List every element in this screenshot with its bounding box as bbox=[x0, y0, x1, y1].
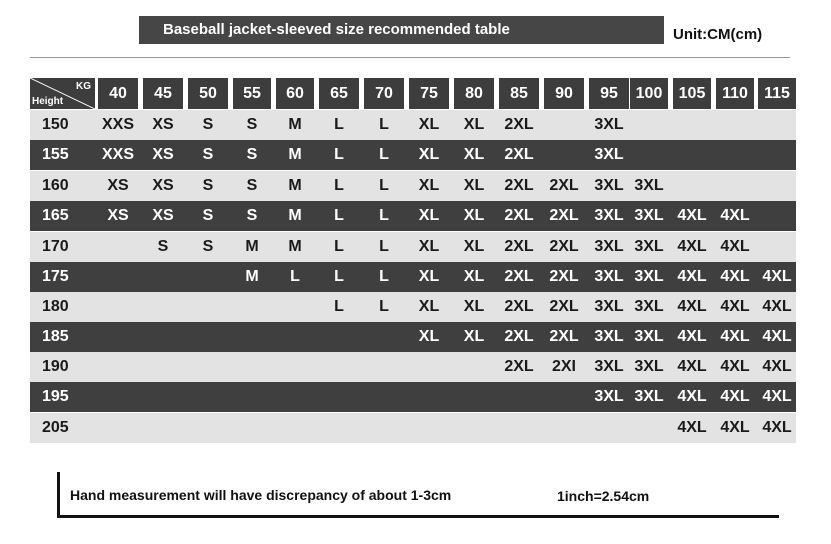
size-cell: M bbox=[288, 238, 302, 255]
weight-header-cell: 55 bbox=[233, 78, 271, 109]
size-cell: XS bbox=[152, 146, 174, 163]
height-cell: 195 bbox=[42, 388, 69, 405]
size-cell: 2XL bbox=[549, 298, 579, 315]
table-row bbox=[30, 232, 796, 262]
note-bracket bbox=[57, 472, 60, 518]
size-cell: 4XL bbox=[677, 358, 707, 375]
size-cell: 2XL bbox=[504, 298, 534, 315]
size-cell: 2XL bbox=[549, 207, 579, 224]
size-cell: XL bbox=[418, 177, 440, 194]
height-cell: 175 bbox=[42, 268, 69, 285]
height-cell: 180 bbox=[42, 298, 69, 315]
size-cell: XL bbox=[463, 238, 485, 255]
size-cell: 2XI bbox=[551, 358, 576, 375]
height-cell: 205 bbox=[42, 419, 69, 436]
size-cell: 3XL bbox=[634, 238, 664, 255]
size-cell: M bbox=[245, 238, 259, 255]
table-row bbox=[30, 322, 796, 352]
size-cell: L bbox=[334, 177, 344, 194]
size-cell: XL bbox=[418, 146, 440, 163]
weight-header-cell: 60 bbox=[276, 78, 314, 109]
size-cell: S bbox=[202, 146, 214, 163]
height-cell: 190 bbox=[42, 358, 69, 375]
size-cell: S bbox=[202, 238, 214, 255]
size-cell: L bbox=[379, 116, 389, 133]
table-row bbox=[30, 171, 796, 201]
size-cell: 4XL bbox=[720, 419, 750, 436]
weight-header-cell: 80 bbox=[454, 78, 494, 109]
size-cell: XL bbox=[418, 116, 440, 133]
size-cell: 2XL bbox=[504, 268, 534, 285]
size-cell: XS bbox=[152, 116, 174, 133]
weight-header-cell: 105 bbox=[673, 78, 711, 109]
size-cell: 3XL bbox=[634, 268, 664, 285]
size-cell: 3XL bbox=[634, 207, 664, 224]
size-cell: XL bbox=[463, 146, 485, 163]
weight-header-cell: 115 bbox=[758, 78, 796, 109]
height-cell: 165 bbox=[42, 207, 69, 224]
size-cell: L bbox=[334, 238, 344, 255]
table-row bbox=[30, 110, 796, 140]
size-cell: 4XL bbox=[677, 207, 707, 224]
size-cell: 4XL bbox=[677, 268, 707, 285]
size-cell: 3XL bbox=[594, 268, 624, 285]
table-row bbox=[30, 382, 796, 412]
weight-header-cell: 45 bbox=[143, 78, 183, 109]
size-cell: 3XL bbox=[634, 177, 664, 194]
size-cell: L bbox=[290, 268, 300, 285]
size-cell: XL bbox=[463, 298, 485, 315]
size-cell: 4XL bbox=[762, 268, 792, 285]
size-cell: XS bbox=[107, 177, 129, 194]
size-cell: 4XL bbox=[677, 328, 707, 345]
size-cell: M bbox=[288, 207, 302, 224]
note-underline bbox=[57, 515, 779, 518]
height-cell: 150 bbox=[42, 116, 69, 133]
size-cell: L bbox=[334, 268, 344, 285]
size-cell: S bbox=[246, 207, 258, 224]
size-cell: 2XL bbox=[549, 238, 579, 255]
size-cell: XL bbox=[463, 177, 485, 194]
size-cell: 4XL bbox=[677, 238, 707, 255]
size-cell: XXS bbox=[101, 146, 134, 163]
size-cell: 3XL bbox=[594, 328, 624, 345]
size-cell: M bbox=[288, 146, 302, 163]
size-cell: 3XL bbox=[594, 238, 624, 255]
size-cell: 2XL bbox=[504, 328, 534, 345]
size-cell: L bbox=[379, 146, 389, 163]
size-cell: XL bbox=[463, 268, 485, 285]
size-cell: 3XL bbox=[594, 146, 624, 163]
size-cell: 4XL bbox=[762, 328, 792, 345]
size-cell: 4XL bbox=[720, 298, 750, 315]
measurement-note: Hand measurement will have discrepancy of about 1-3cm bbox=[70, 487, 452, 503]
size-cell: M bbox=[245, 268, 259, 285]
size-cell: S bbox=[246, 116, 258, 133]
size-cell: L bbox=[334, 207, 344, 224]
weight-header-cell: 90 bbox=[544, 78, 584, 109]
weight-axis-label: KG bbox=[76, 81, 91, 92]
size-cell: M bbox=[288, 177, 302, 194]
size-cell: S bbox=[157, 238, 169, 255]
size-cell: 3XL bbox=[594, 177, 624, 194]
size-cell: 2XL bbox=[504, 146, 534, 163]
size-cell: 2XL bbox=[549, 268, 579, 285]
size-cell: 2XL bbox=[504, 116, 534, 133]
table-row bbox=[30, 352, 796, 382]
size-cell: 4XL bbox=[762, 388, 792, 405]
table-row bbox=[30, 292, 796, 322]
size-cell: S bbox=[246, 177, 258, 194]
size-cell: 4XL bbox=[720, 358, 750, 375]
size-cell: 4XL bbox=[720, 238, 750, 255]
size-cell: 4XL bbox=[677, 419, 707, 436]
weight-header-cell: 110 bbox=[716, 78, 754, 109]
size-cell: 3XL bbox=[594, 358, 624, 375]
height-cell: 170 bbox=[42, 238, 69, 255]
size-cell: 4XL bbox=[720, 328, 750, 345]
size-cell: XXS bbox=[101, 116, 134, 133]
size-cell: 4XL bbox=[762, 419, 792, 436]
size-cell: 3XL bbox=[594, 388, 624, 405]
size-cell: XS bbox=[152, 207, 174, 224]
size-cell: L bbox=[379, 268, 389, 285]
size-cell: 2XL bbox=[549, 177, 579, 194]
size-cell: XL bbox=[418, 268, 440, 285]
weight-header-cell: 70 bbox=[364, 78, 404, 109]
height-cell: 185 bbox=[42, 328, 69, 345]
unit-label: Unit:CM(cm) bbox=[673, 26, 763, 43]
size-cell: XL bbox=[418, 238, 440, 255]
weight-header-cell: 75 bbox=[409, 78, 449, 109]
size-cell: 3XL bbox=[634, 328, 664, 345]
height-cell: 160 bbox=[42, 177, 69, 194]
size-cell: 2XL bbox=[504, 238, 534, 255]
size-cell: 3XL bbox=[594, 207, 624, 224]
size-cell: 2XL bbox=[504, 207, 534, 224]
size-cell: L bbox=[379, 207, 389, 224]
size-cell: 3XL bbox=[594, 116, 624, 133]
table-row bbox=[30, 140, 796, 170]
size-cell: L bbox=[379, 177, 389, 194]
size-cell: XL bbox=[463, 207, 485, 224]
header-corner bbox=[30, 78, 95, 109]
weight-header-cell: 95 bbox=[589, 78, 629, 109]
size-cell: 4XL bbox=[720, 207, 750, 224]
height-cell: 155 bbox=[42, 146, 69, 163]
size-cell: 2XL bbox=[504, 358, 534, 375]
size-cell: XL bbox=[418, 298, 440, 315]
size-cell: L bbox=[334, 116, 344, 133]
weight-header-cell: 100 bbox=[630, 78, 668, 109]
size-cell: XS bbox=[152, 177, 174, 194]
size-cell: 3XL bbox=[634, 388, 664, 405]
table-row bbox=[30, 262, 796, 292]
table-title: Baseball jacket-sleeved size recommended table bbox=[139, 16, 664, 44]
table-row bbox=[30, 201, 796, 231]
size-cell: M bbox=[288, 116, 302, 133]
weight-header-cell: 40 bbox=[98, 78, 138, 109]
size-cell: 4XL bbox=[762, 298, 792, 315]
table-row bbox=[30, 413, 796, 443]
size-cell: L bbox=[334, 298, 344, 315]
size-cell: XS bbox=[107, 207, 129, 224]
inch-conversion-note: 1inch=2.54cm bbox=[557, 488, 650, 504]
size-cell: L bbox=[334, 146, 344, 163]
size-cell: 2XL bbox=[549, 328, 579, 345]
size-cell: XL bbox=[418, 328, 440, 345]
size-cell: XL bbox=[418, 207, 440, 224]
size-cell: S bbox=[202, 177, 214, 194]
size-cell: XL bbox=[463, 116, 485, 133]
size-cell: 3XL bbox=[634, 358, 664, 375]
size-cell: 4XL bbox=[762, 358, 792, 375]
weight-header-cell: 65 bbox=[319, 78, 359, 109]
size-cell: L bbox=[379, 238, 389, 255]
size-cell: 2XL bbox=[504, 177, 534, 194]
size-cell: XL bbox=[463, 328, 485, 345]
size-cell: 3XL bbox=[594, 298, 624, 315]
height-axis-label: Height bbox=[32, 96, 64, 107]
size-cell: S bbox=[202, 207, 214, 224]
size-cell: L bbox=[379, 298, 389, 315]
size-cell: 4XL bbox=[677, 298, 707, 315]
size-cell: 4XL bbox=[720, 268, 750, 285]
weight-header-cell: 85 bbox=[499, 78, 539, 109]
size-cell: S bbox=[246, 146, 258, 163]
divider bbox=[30, 57, 790, 58]
size-cell: S bbox=[202, 116, 214, 133]
size-cell: 3XL bbox=[634, 298, 664, 315]
size-cell: 4XL bbox=[677, 388, 707, 405]
size-cell: 4XL bbox=[720, 388, 750, 405]
weight-header-cell: 50 bbox=[188, 78, 228, 109]
